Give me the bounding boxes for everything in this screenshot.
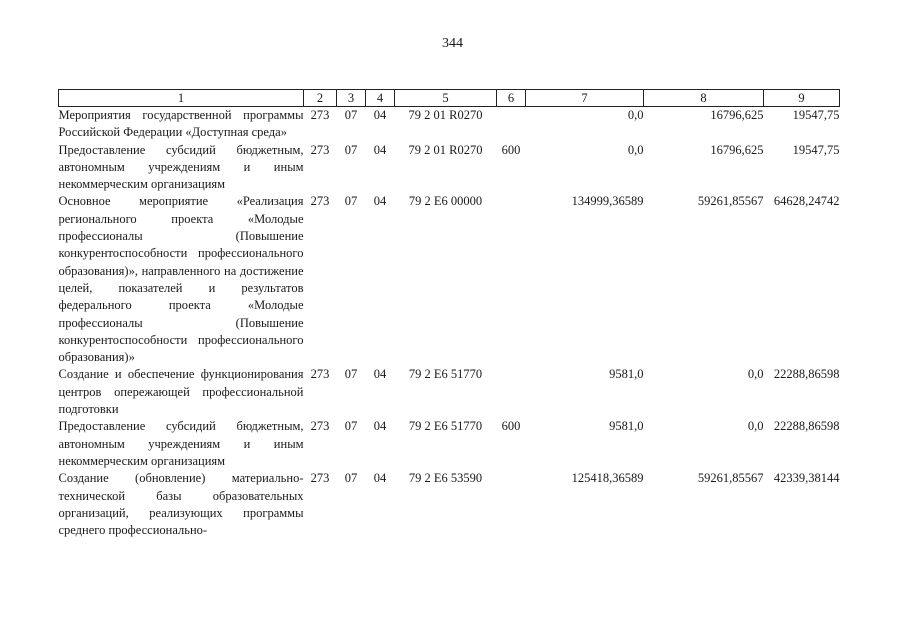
target-code: 79 2 E6 51770	[408, 367, 483, 382]
amount-col7: 0,0	[627, 108, 644, 122]
admin-code: 273	[310, 419, 330, 434]
amount-col8: 59261,85567	[697, 194, 764, 209]
amount-col8: 16796,625	[710, 108, 764, 122]
section-code: 07	[344, 419, 358, 434]
row-name: Предоставление субсидий бюджетным, автономным учреждениям и иным некоммерческим организациям	[58, 142, 304, 192]
subsection-code: 04	[373, 367, 387, 382]
column-header: 1	[59, 90, 304, 107]
column-header: 3	[337, 90, 366, 107]
column-header: 7	[526, 90, 644, 107]
amount-col9: 19547,75	[792, 108, 840, 122]
subsection-code: 04	[373, 194, 387, 209]
amount-col8: 16796,625	[710, 142, 764, 157]
header-row	[59, 90, 840, 107]
row-name: Мероприятия государственной программы Российской Федерации «Доступная среда»	[58, 108, 304, 140]
subsection-code: 04	[373, 419, 387, 434]
section-code: 07	[344, 367, 358, 382]
amount-col9: 64628,24742	[773, 194, 840, 209]
table-row	[59, 193, 840, 366]
amount-col9: 22288,86598	[773, 419, 840, 434]
amount-col7: 9581,0	[609, 367, 644, 382]
row-name: Предоставление субсидий бюджетным, автономным учреждениям и иным некоммерческим организациям	[58, 419, 304, 468]
table-row	[59, 470, 840, 539]
amount-col8: 0,0	[747, 419, 764, 434]
subsection-code: 04	[373, 142, 387, 157]
amount-col9: 22288,86598	[773, 367, 840, 382]
budget-table	[58, 89, 840, 539]
target-code: 79 2 01 R0270	[408, 142, 483, 157]
amount-col9: 42339,38144	[773, 471, 840, 486]
amount-col7: 134999,36589	[571, 194, 644, 209]
column-header: 6	[497, 90, 526, 107]
column-header: 4	[366, 90, 395, 107]
amount-col7: 0,0	[627, 142, 644, 157]
amount-col8: 0,0	[747, 367, 764, 382]
admin-code: 273	[310, 194, 330, 209]
amount-col7: 125418,36589	[571, 471, 644, 486]
column-header: 8	[644, 90, 764, 107]
section-code: 07	[344, 194, 358, 209]
amount-col9: 19547,75	[792, 142, 840, 157]
admin-code: 273	[310, 142, 330, 157]
expense-type-code: 600	[501, 142, 521, 157]
table-row	[59, 142, 840, 194]
amount-col7: 9581,0	[609, 419, 644, 434]
table-row	[59, 107, 840, 142]
expense-type-code	[497, 107, 526, 142]
row-name: Основное мероприятие «Реализация регионального проекта «Молодые профессионалы (Повышение конкурентоспособности профессионального образования)», направленного на достижение целей, показателей и результатов федерального проекта «Молодые профессионалы (Повышение конкурентоспособности профессионального образования)»	[58, 194, 304, 365]
subsection-code: 04	[373, 471, 387, 486]
admin-code: 273	[310, 471, 330, 486]
admin-code: 273	[310, 108, 330, 122]
admin-code: 273	[310, 367, 330, 382]
amount-col8: 59261,85567	[697, 471, 764, 486]
expense-type-code	[497, 193, 526, 366]
target-code: 79 2 E6 51770	[408, 419, 483, 434]
column-header: 5	[395, 90, 497, 107]
subsection-code: 04	[373, 108, 387, 122]
target-code: 79 2 01 R0270	[408, 108, 483, 122]
section-code: 07	[344, 471, 358, 486]
expense-type-code	[497, 366, 526, 418]
expense-type-code	[497, 470, 526, 539]
section-code: 07	[344, 108, 358, 122]
table-row	[59, 366, 840, 418]
target-code: 79 2 E6 53590	[408, 471, 483, 486]
column-header: 2	[304, 90, 337, 107]
column-header: 9	[764, 90, 840, 107]
expense-type-code: 600	[501, 419, 521, 434]
row-name: Создание (обновление) материально-технической базы образовательных организаций, реализующих программы среднего профессионально-	[58, 471, 304, 538]
target-code: 79 2 E6 00000	[408, 194, 483, 209]
row-name: Создание и обеспечение функционирования центров опережающей профессиональной подготовки	[58, 367, 304, 417]
page-number: 344	[442, 36, 463, 51]
table-row	[59, 418, 840, 470]
section-code: 07	[344, 142, 358, 157]
